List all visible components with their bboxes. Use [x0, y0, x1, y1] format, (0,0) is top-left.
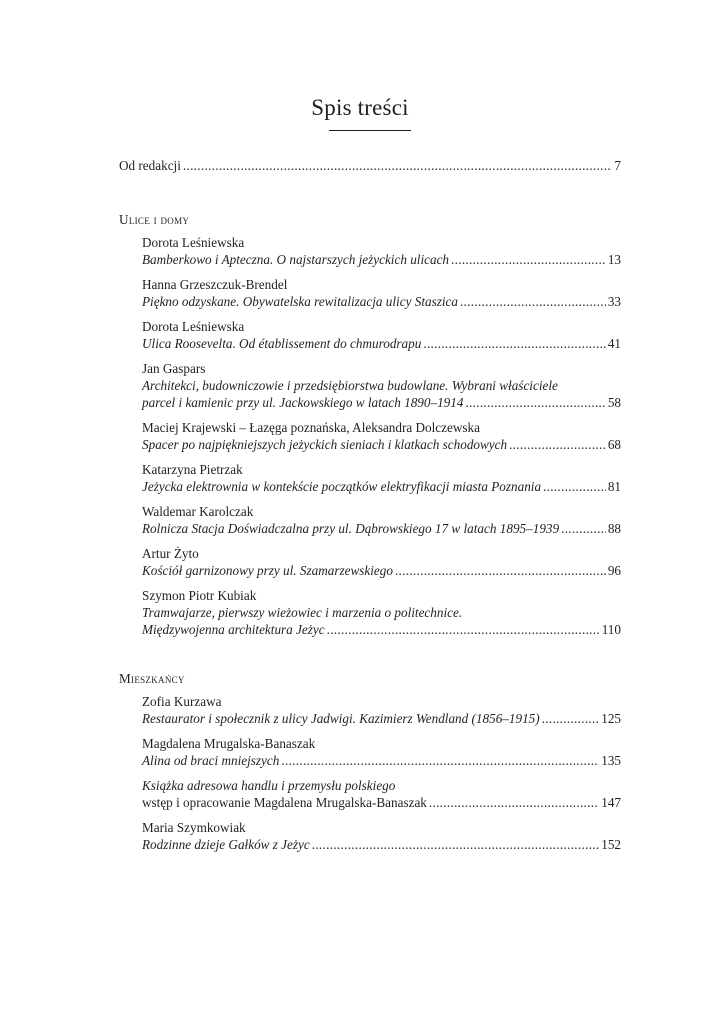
toc-section-entries: [119, 693, 621, 853]
toc-entry-title-line: [142, 604, 621, 621]
toc-entry-title-line: [142, 335, 621, 352]
toc-entry[interactable]: [142, 819, 621, 853]
toc-sections: [119, 211, 621, 853]
dot-leader: [423, 335, 605, 352]
toc-entry-title: Książka adresowa handlu i przemysłu polskiego: [142, 778, 396, 793]
title-underline: [329, 130, 411, 131]
toc-entry-title-line: [142, 293, 621, 310]
dot-leader: [395, 562, 606, 579]
toc-entry-page: 110: [601, 622, 621, 637]
toc-entry[interactable]: [142, 234, 621, 268]
toc-entry-title: Tramwajarze, pierwszy wieżowiec i marzenia o politechnice.: [142, 605, 463, 620]
toc-entry[interactable]: [142, 503, 621, 537]
page-title: Spis treści: [311, 95, 409, 120]
table-of-contents: [119, 150, 621, 853]
dot-leader: [451, 251, 606, 268]
toc-entry-editor: wstęp i opracowanie Magdalena Mrugalska-Banaszak: [142, 795, 427, 810]
toc-entry-title: Spacer po najpiękniejszych jeżyckich sieniach i klatkach schodowych: [142, 437, 508, 452]
toc-entry-title: Restaurator i społecznik z ulicy Jadwigi. Kazimierz Wendland (1856–1915): [142, 711, 540, 726]
toc-entry-author: Hanna Grzeszczuk-Brendel: [142, 277, 288, 292]
toc-entry-title: parcel i kamienic przy ul. Jackowskiego w latach 1890–1914: [142, 395, 464, 410]
toc-entry[interactable]: [142, 318, 621, 352]
toc-entry[interactable]: [142, 461, 621, 495]
toc-entry-title: Międzywojenna architektura Jeżyc: [142, 622, 325, 637]
toc-entry-author: Maciej Krajewski – Łazęga poznańska, Aleksandra Dolczewska: [142, 420, 480, 435]
toc-entry[interactable]: [142, 693, 621, 727]
dot-leader: [561, 520, 606, 537]
toc-entry[interactable]: [142, 735, 621, 769]
toc-intro-label: Od redakcji: [119, 158, 181, 173]
toc-entry-author: Artur Żyto: [142, 546, 199, 561]
toc-entry-page: 96: [607, 563, 621, 578]
toc-entry[interactable]: [142, 360, 621, 411]
toc-entry-page: 135: [601, 753, 621, 768]
dot-leader: [460, 293, 606, 310]
toc-section-heading: Ulice i domy: [119, 212, 190, 227]
toc-entry-title: Jeżycka elektrownia w kontekście początków elektryfikacji miasta Poznania: [142, 479, 542, 494]
toc-entry-page: 13: [607, 252, 621, 267]
toc-entry-title-line: [142, 777, 621, 794]
toc-entry-title: Rodzinne dzieje Gałków z Jeżyc: [142, 837, 310, 852]
toc-intro-entry[interactable]: [119, 157, 621, 174]
toc-entry-page: 33: [607, 294, 621, 309]
toc-entry-page: 152: [601, 837, 621, 852]
toc-entry-page: 147: [601, 795, 621, 810]
dot-leader: [465, 394, 605, 411]
toc-entry-title: Kościół garnizonowy przy ul. Szamarzewskiego: [142, 563, 393, 578]
toc-section-heading: Mieszkańcy: [119, 671, 185, 686]
toc-entry[interactable]: [142, 545, 621, 579]
toc-entry-title-line: [142, 377, 621, 394]
toc-entry-author: Dorota Leśniewska: [142, 319, 245, 334]
toc-entry[interactable]: [142, 587, 621, 638]
toc-entry-page: 58: [607, 395, 621, 410]
toc-section-entries: [119, 234, 621, 638]
toc-entry-title: Rolnicza Stacja Doświadczalna przy ul. Dąbrowskiego 17 w latach 1895–1939: [142, 521, 560, 536]
toc-entry-author: Szymon Piotr Kubiak: [142, 588, 257, 603]
toc-intro-page: 7: [614, 158, 621, 173]
toc-entry[interactable]: [142, 276, 621, 310]
toc-entry-title: Alina od braci mniejszych: [142, 753, 280, 768]
toc-entry-author: Zofia Kurzawa: [142, 694, 222, 709]
dot-leader: [327, 621, 600, 638]
toc-entry-title: Ulica Roosevelta. Od établissement do chmurodrapu: [142, 336, 422, 351]
dot-leader: [183, 157, 613, 174]
dot-leader: [542, 710, 600, 727]
toc-entry-title-line: [142, 520, 621, 537]
dot-leader: [509, 436, 606, 453]
dot-leader: [429, 794, 599, 811]
toc-entry-author: Magdalena Mrugalska-Banaszak: [142, 736, 316, 751]
toc-entry-author: Maria Szymkowiak: [142, 820, 246, 835]
toc-entry-title: Architekci, budowniczowie i przedsiębiorstwa budowlane. Wybrani właściciele: [142, 378, 558, 393]
toc-entry-author: Katarzyna Pietrzak: [142, 462, 243, 477]
toc-entry-title-line: [142, 562, 621, 579]
toc-entry-title-line: [142, 752, 621, 769]
toc-entry[interactable]: [142, 777, 621, 811]
toc-entry-page: 41: [607, 336, 621, 351]
toc-entry-author: Jan Gaspars: [142, 361, 206, 376]
toc-entry-title-line: [142, 436, 621, 453]
toc-entry-title-line: [142, 836, 621, 853]
toc-entry-title-line: [142, 710, 621, 727]
dot-leader: [281, 752, 599, 769]
toc-entry-page: 81: [607, 479, 621, 494]
dot-leader: [543, 478, 606, 495]
toc-entry-page: 88: [607, 521, 621, 536]
dot-leader: [312, 836, 599, 853]
toc-entry-author: Dorota Leśniewska: [142, 235, 245, 250]
toc-entry-title: Bamberkowo i Apteczna. O najstarszych jeżyckich ulicach: [142, 252, 450, 267]
toc-entry-title-line: [142, 251, 621, 268]
toc-entry-title: Piękno odzyskane. Obywatelska rewitalizacja ulicy Staszica: [142, 294, 458, 309]
toc-entry-page: 68: [607, 437, 621, 452]
toc-entry-editor-line: [142, 794, 621, 811]
toc-entry-author: Waldemar Karolczak: [142, 504, 254, 519]
toc-entry[interactable]: [142, 419, 621, 453]
toc-entry-title-line: [142, 621, 621, 638]
toc-entry-page: 125: [601, 711, 621, 726]
toc-entry-title-line: [142, 394, 621, 411]
toc-entry-title-line: [142, 478, 621, 495]
